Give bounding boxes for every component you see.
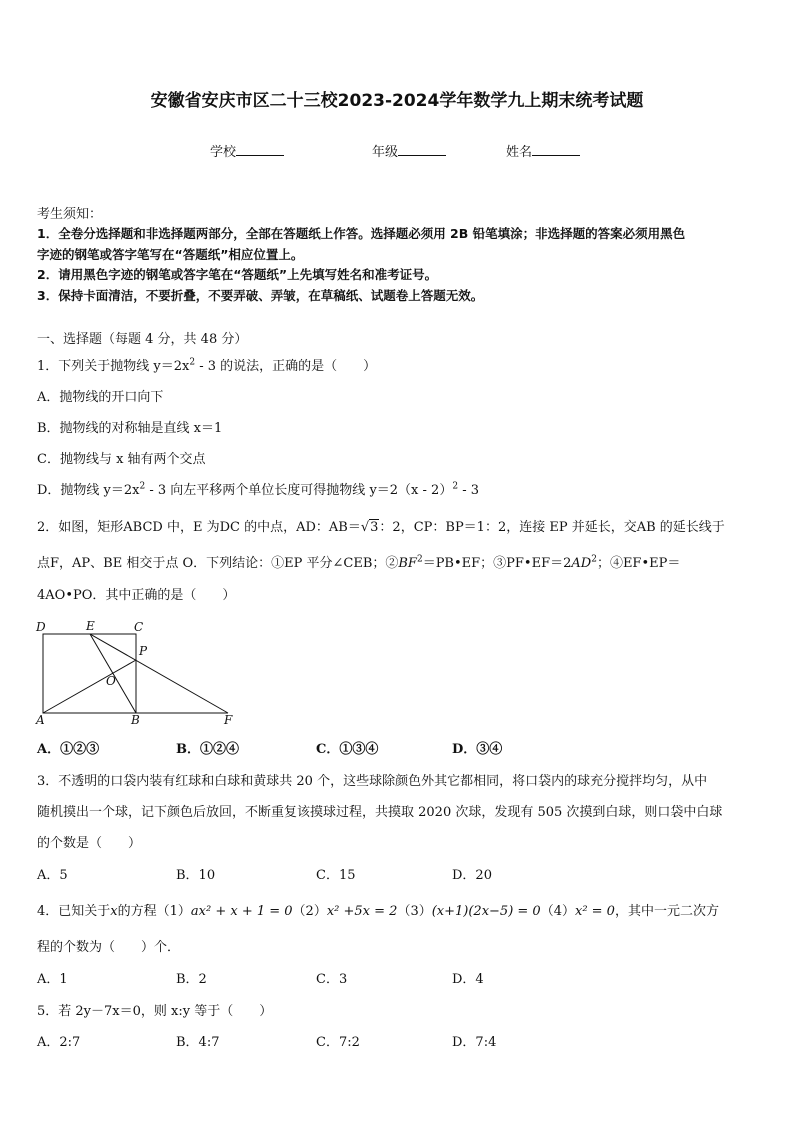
grade-field <box>372 141 446 160</box>
q2-line-1: 2．如图，矩形ABCD 中，E 为DC 的中点，AD：AB＝√3：2，CP：BP＝1：2，连接 EP 并延长，交AB 的延长线于 <box>37 520 725 535</box>
q3-option-c: C．15 <box>316 868 356 883</box>
q4-line-2: 程的个数为（ ）个． <box>37 940 181 955</box>
q3-option-a: A．5 <box>37 868 68 883</box>
q2-line-2 <box>37 552 680 571</box>
q4-x: x <box>110 904 118 919</box>
notice-line-3: 3．保持卡面清洁，不要折叠，不要弄破、弄皱，在草稿纸、试题卷上答题无效。 <box>37 288 484 303</box>
q5-stem: 5．若 2y－7x＝0，则 x:y 等于（ ） <box>37 1004 273 1019</box>
label-a: A <box>36 713 45 726</box>
label-b: B <box>131 713 140 726</box>
q5-option-a: A．2:7 <box>37 1035 81 1050</box>
label-o: O <box>106 674 116 688</box>
q4-l1-a: 4．已知关于 <box>37 904 111 919</box>
q4-option-a: A．1 <box>37 972 68 987</box>
q2-bf: BF <box>398 556 417 571</box>
q1-d-a: D．抛物线 y＝2x <box>37 483 140 498</box>
notice-line-2: 2．请用黑色字迹的钢笔或答字笔在“答题纸”上先填写姓名和准考证号。 <box>37 267 438 282</box>
q1-d-sup: 2 <box>139 481 146 492</box>
q4-option-d: D．4 <box>452 972 484 987</box>
q5-option-d: D．7:4 <box>452 1035 497 1050</box>
q1-d-c: - 3 <box>458 483 479 498</box>
q4-p4: （4） <box>540 904 575 919</box>
q2-l1-b: ：2，CP：BP＝1：2，连接 EP 并延长，交AB 的延长线于 <box>379 520 725 535</box>
q2-line-3: 4AO•PO．其中正确的是（ ） <box>37 588 236 603</box>
q4-option-b: B．2 <box>176 972 207 987</box>
section-heading: 一、选择题（每题 4 分，共 48 分） <box>37 332 248 347</box>
label-d: D <box>36 620 46 634</box>
q2-l2-a: 点F，AP、BE 相交于点 O．下列结论：①EP 平分∠CEB；② <box>37 556 399 571</box>
q4-l1-c: ，其中一元二次方 <box>614 904 719 919</box>
q3-line-3: 的个数是（ ） <box>37 836 142 851</box>
rectangle-abcd <box>43 634 136 713</box>
label-c: C <box>134 620 144 634</box>
q1-d-b: - 3 向左平移两个单位长度可得抛物线 y＝2（x - 2） <box>145 483 453 498</box>
name-label: 姓名 <box>506 145 533 160</box>
q2-option-d: D．③④ <box>452 742 503 757</box>
q2-option-c: C．①③④ <box>316 742 379 757</box>
q2-option-b: B．①②④ <box>176 742 239 757</box>
notice-line-1a: 1．全卷分选择题和非选择题两部分，全部在答题纸上作答。选择题必须用 2B 铅笔填涂；非选择题的答案必须用黑色 <box>37 226 686 241</box>
school-blank <box>236 143 284 156</box>
grade-label: 年级 <box>372 145 399 160</box>
page-title: 安徽省安庆市区二十三校2023-2024学年数学九上期末统考试题 <box>150 91 644 111</box>
q1-d-sup2: 2 <box>452 481 459 492</box>
q2-sup: 2 <box>416 554 423 565</box>
q2-l2-b: ＝PB•EF；③PF•EF＝2 <box>422 556 572 571</box>
q4-eq2: x² +5x = 2 <box>326 904 398 919</box>
school-label: 学校 <box>210 145 237 160</box>
label-p: P <box>139 644 148 658</box>
q1-stem-a: 1．下列关于抛物线 y＝2x <box>37 359 190 374</box>
q4-line-1 <box>37 900 719 919</box>
q1-stem-b: - 3 的说法，正确的是（ ） <box>195 359 377 374</box>
notice-heading: 考生须知： <box>37 207 103 222</box>
grade-blank <box>398 143 446 156</box>
q2-option-a: A．①②③ <box>37 742 100 757</box>
school-field <box>210 141 284 160</box>
notice-line-1b: 字迹的钢笔或答字笔写在“答题纸”相应位置上。 <box>37 247 304 262</box>
q4-eq3: (x+1)(2x−5) = 0 <box>431 904 541 919</box>
label-f: F <box>224 713 233 726</box>
q3-line-1: 3．不透明的口袋内装有红球和白球和黄球共 20 个，这些球除颜色外其它都相同，将口袋内的球充分搅拌均匀，从中 <box>37 774 708 789</box>
q2-sqrt: 3 <box>370 520 379 535</box>
q1-stem-sup: 2 <box>189 357 196 368</box>
q5-option-c: C．7:2 <box>316 1035 360 1050</box>
q1-option-a: A．抛物线的开口向下 <box>37 390 164 405</box>
q3-option-d: D．20 <box>452 868 492 883</box>
q3-line-2: 随机摸出一个球，记下颜色后放回，不断重复该摸球过程，共摸取 2020 次球，发现有 505 次摸到白球，则口袋中白球 <box>37 805 723 820</box>
q1-option-c: C．抛物线与 x 轴有两个交点 <box>37 452 206 467</box>
q4-option-c: C．3 <box>316 972 348 987</box>
q4-p3: （3） <box>397 904 432 919</box>
q5-option-b: B．4:7 <box>176 1035 220 1050</box>
q2-l1-a: 2．如图，矩形ABCD 中，E 为DC 的中点，AD：AB＝ <box>37 520 361 535</box>
q2-geometry-figure <box>30 618 250 726</box>
q3-option-b: B．10 <box>176 868 216 883</box>
q4-l1-b: 的方程（1） <box>117 904 191 919</box>
q2-ad: AD <box>571 556 592 571</box>
name-blank <box>532 143 580 156</box>
segment-ap <box>43 660 136 713</box>
q4-p2: （2） <box>292 904 327 919</box>
label-e: E <box>86 619 95 633</box>
q1-stem <box>37 355 376 374</box>
q2-l2-c: ；④EF•EP＝ <box>596 556 681 571</box>
q1-option-d <box>37 479 479 498</box>
name-field <box>506 141 580 160</box>
q4-eq4: x² = 0 <box>574 904 615 919</box>
q2-sup2: 2 <box>591 554 597 565</box>
q4-eq1: ax² + x + 1 = 0 <box>190 904 293 919</box>
q1-option-b: B．抛物线的对称轴是直线 x＝1 <box>37 421 223 436</box>
